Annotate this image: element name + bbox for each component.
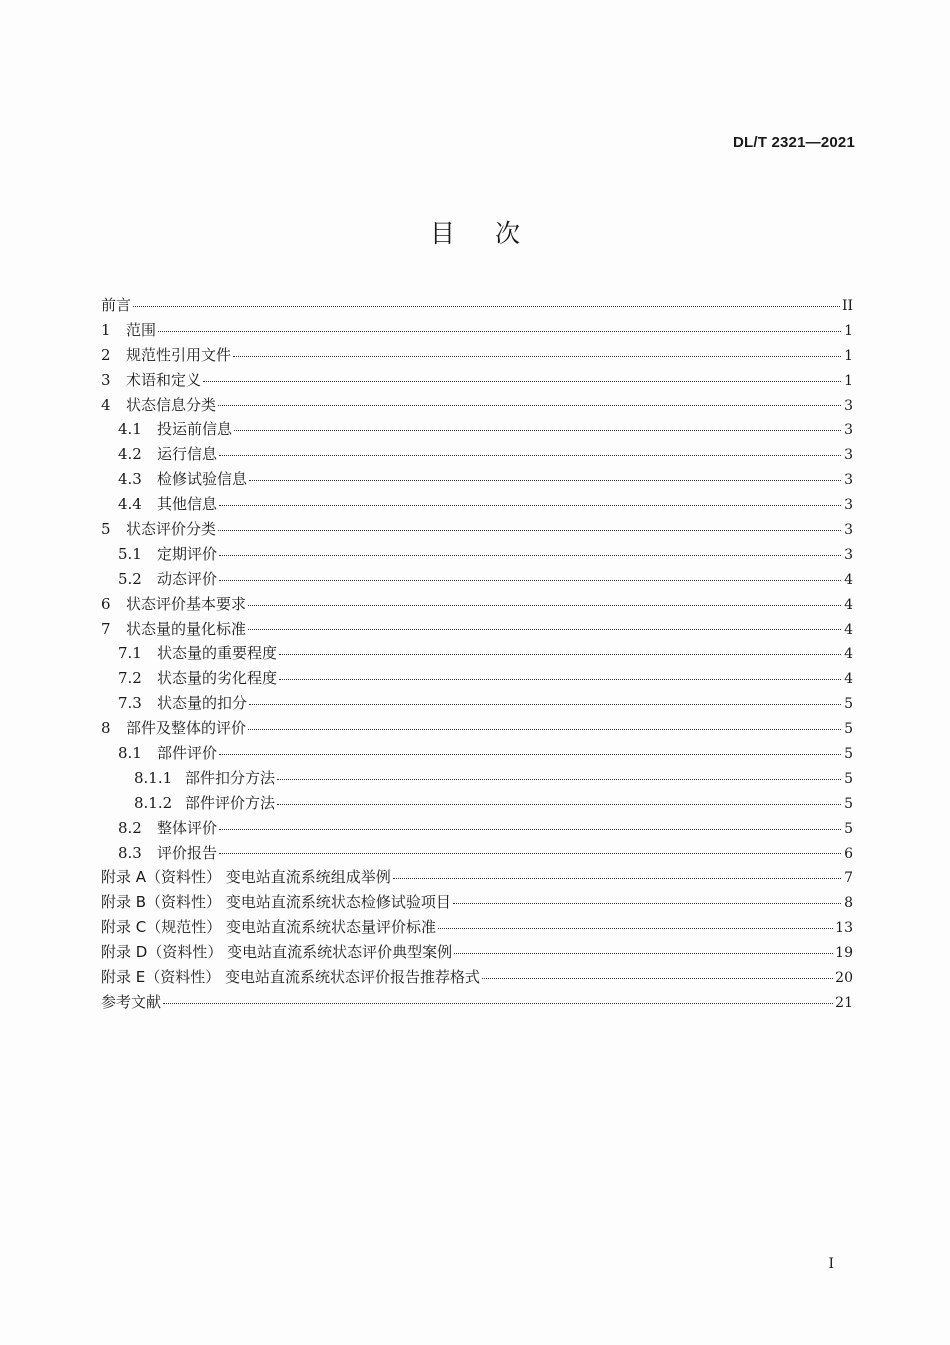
toc-entry[interactable] bbox=[101, 592, 853, 617]
toc-entry[interactable] bbox=[101, 741, 853, 766]
toc-entry-page: 1 bbox=[844, 372, 853, 389]
toc-entry-title: 定期评价 bbox=[157, 544, 218, 563]
toc-entry-title: 动态评价 bbox=[157, 569, 218, 588]
toc-entry-page: 8 bbox=[844, 895, 853, 912]
toc-leader-dots bbox=[248, 729, 841, 730]
toc-entry-page: 6 bbox=[844, 845, 853, 862]
toc-entry[interactable] bbox=[101, 716, 853, 741]
toc-entry-page: 3 bbox=[844, 546, 853, 563]
toc-entry[interactable] bbox=[101, 691, 853, 716]
toc-entry[interactable] bbox=[101, 816, 853, 841]
toc-leader-dots bbox=[203, 381, 841, 382]
toc-entry-title: 状态评价基本要求 bbox=[126, 594, 247, 613]
toc-leader-dots bbox=[453, 903, 841, 904]
toc-entry-page: 4 bbox=[844, 621, 853, 638]
toc-entry-number: 7.1 bbox=[118, 644, 142, 663]
toc-entry-page: 3 bbox=[844, 497, 853, 514]
toc-leader-dots bbox=[234, 430, 841, 431]
toc-entry-number: 8.1.1 bbox=[134, 768, 173, 787]
toc-leader-dots bbox=[393, 878, 841, 879]
toc-entry-page: 21 bbox=[835, 994, 853, 1011]
toc-entry-page: 13 bbox=[835, 920, 853, 937]
toc-entry-number: 7.3 bbox=[118, 694, 142, 713]
toc-entry[interactable] bbox=[101, 841, 853, 866]
toc-entry-page: 20 bbox=[835, 970, 853, 987]
toc-entry-page: 5 bbox=[844, 696, 853, 713]
toc-entry-title: 附录 E（资料性） 变电站直流系统状态评价报告推荐格式 bbox=[101, 968, 481, 987]
toc-entry-page: 5 bbox=[844, 770, 853, 787]
toc-entry-title: 其他信息 bbox=[157, 495, 218, 514]
toc-entry-number: 4.4 bbox=[118, 495, 142, 514]
toc-entry[interactable] bbox=[101, 293, 853, 318]
toc-entry[interactable] bbox=[101, 915, 853, 940]
toc-entry-page: 4 bbox=[844, 671, 853, 688]
toc-entry-number: 7.2 bbox=[118, 669, 142, 688]
table-of-contents bbox=[101, 293, 853, 1015]
toc-entry-title: 范围 bbox=[126, 320, 157, 339]
toc-leader-dots bbox=[454, 953, 833, 954]
toc-entry-title: 部件评价方法 bbox=[185, 793, 276, 812]
toc-entry-number: 5 bbox=[101, 520, 111, 539]
toc-entry-page: 1 bbox=[844, 322, 853, 339]
toc-entry-number: 5.2 bbox=[118, 569, 142, 588]
toc-leader-dots bbox=[219, 853, 841, 854]
toc-leader-dots bbox=[219, 580, 841, 581]
toc-entry[interactable] bbox=[101, 666, 853, 691]
toc-entry[interactable] bbox=[101, 641, 853, 666]
toc-entry-title: 投运前信息 bbox=[157, 420, 233, 439]
toc-entry[interactable] bbox=[101, 766, 853, 791]
toc-entry-page: 3 bbox=[844, 422, 853, 439]
toc-entry-page: 5 bbox=[844, 746, 853, 763]
toc-entry[interactable] bbox=[101, 940, 853, 965]
toc-entry[interactable] bbox=[101, 990, 853, 1015]
toc-entry-number: 4 bbox=[101, 395, 111, 414]
toc-entry-page: 4 bbox=[844, 646, 853, 663]
toc-entry-title: 检修试验信息 bbox=[157, 470, 248, 489]
toc-entry[interactable] bbox=[101, 393, 853, 418]
toc-entry-page: 4 bbox=[844, 571, 853, 588]
toc-entry-number: 1 bbox=[101, 320, 111, 339]
toc-leader-dots bbox=[279, 654, 841, 655]
toc-leader-dots bbox=[248, 629, 841, 630]
toc-entry[interactable] bbox=[101, 865, 853, 890]
toc-entry-title: 整体评价 bbox=[157, 818, 218, 837]
toc-leader-dots bbox=[219, 754, 841, 755]
toc-entry-page: 4 bbox=[844, 596, 853, 613]
toc-entry-title: 附录 A（资料性） 变电站直流系统组成举例 bbox=[101, 868, 391, 887]
toc-entry[interactable] bbox=[101, 442, 853, 467]
toc-leader-dots bbox=[482, 978, 833, 979]
toc-entry[interactable] bbox=[101, 318, 853, 343]
toc-entry-page: 19 bbox=[835, 945, 853, 962]
toc-leader-dots bbox=[219, 455, 841, 456]
toc-entry-number: 4.1 bbox=[118, 420, 142, 439]
toc-entry-title: 状态量的扣分 bbox=[157, 694, 248, 713]
toc-entry[interactable] bbox=[101, 567, 853, 592]
toc-entry-page: 3 bbox=[844, 447, 853, 464]
toc-leader-dots bbox=[133, 306, 840, 307]
toc-entry-title: 状态量的劣化程度 bbox=[157, 669, 278, 688]
toc-entry[interactable] bbox=[101, 617, 853, 642]
toc-entry-number: 8.3 bbox=[118, 843, 142, 862]
toc-entry-title: 附录 D（资料性） 变电站直流系统状态评价典型案例 bbox=[101, 943, 453, 962]
toc-entry-title: 状态量的重要程度 bbox=[157, 644, 278, 663]
toc-leader-dots bbox=[158, 331, 841, 332]
toc-entry[interactable] bbox=[101, 542, 853, 567]
toc-entry-page: 5 bbox=[844, 795, 853, 812]
toc-leader-dots bbox=[219, 505, 841, 506]
toc-entry-title: 部件及整体的评价 bbox=[126, 719, 247, 738]
toc-entry-page: 1 bbox=[844, 347, 853, 364]
toc-leader-dots bbox=[218, 530, 841, 531]
toc-entry-title: 术语和定义 bbox=[126, 370, 202, 389]
toc-entry-title: 前言 bbox=[101, 296, 132, 314]
toc-title: 目次 bbox=[429, 219, 560, 248]
toc-entry-page: 7 bbox=[844, 870, 853, 887]
toc-entry-number: 7 bbox=[101, 619, 111, 638]
toc-entry-number: 8.2 bbox=[118, 818, 142, 837]
toc-leader-dots bbox=[249, 480, 841, 481]
toc-entry-number: 8.1.2 bbox=[134, 793, 173, 812]
toc-leader-dots bbox=[248, 605, 841, 606]
toc-entry-page: 5 bbox=[844, 820, 853, 837]
toc-entry-page: 3 bbox=[844, 472, 853, 489]
toc-entry-title: 部件评价 bbox=[157, 744, 218, 763]
toc-entry[interactable] bbox=[101, 965, 853, 990]
toc-entry[interactable] bbox=[101, 791, 853, 816]
toc-entry-title: 状态信息分类 bbox=[126, 395, 217, 414]
toc-leader-dots bbox=[218, 405, 841, 406]
toc-entry-title: 状态评价分类 bbox=[126, 520, 217, 539]
toc-leader-dots bbox=[277, 804, 841, 805]
toc-entry-number: 3 bbox=[101, 370, 111, 389]
toc-entry-title: 参考文献 bbox=[101, 992, 162, 1011]
toc-entry-title: 附录 C（规范性） 变电站直流系统状态量评价标准 bbox=[101, 918, 437, 937]
toc-entry-number: 5.1 bbox=[118, 544, 142, 563]
toc-leader-dots bbox=[219, 555, 841, 556]
toc-entry-number: 2 bbox=[101, 345, 111, 364]
toc-entry[interactable] bbox=[101, 492, 853, 517]
toc-entry-page: 5 bbox=[844, 721, 853, 738]
toc-leader-dots bbox=[233, 356, 841, 357]
toc-entry-number: 4.2 bbox=[118, 445, 142, 464]
toc-entry[interactable] bbox=[101, 517, 853, 542]
toc-entry-number: 8 bbox=[101, 719, 111, 738]
toc-entry[interactable] bbox=[101, 890, 853, 915]
toc-entry-title: 部件扣分方法 bbox=[185, 768, 276, 787]
toc-entry[interactable] bbox=[101, 343, 853, 368]
toc-entry-title: 附录 B（资料性） 变电站直流系统状态检修试验项目 bbox=[101, 893, 451, 912]
toc-entry-page: 3 bbox=[844, 397, 853, 414]
standard-code: DL/T 2321—2021 bbox=[732, 134, 855, 151]
toc-entry-number: 4.3 bbox=[118, 470, 142, 489]
toc-leader-dots bbox=[438, 928, 833, 929]
toc-entry-title: 状态量的量化标准 bbox=[126, 619, 247, 638]
toc-entry[interactable] bbox=[101, 368, 853, 393]
toc-entry-page: II bbox=[841, 298, 853, 314]
toc-entry-number: 8.1 bbox=[118, 744, 142, 763]
toc-entry-title: 规范性引用文件 bbox=[126, 345, 232, 364]
toc-leader-dots bbox=[279, 679, 841, 680]
toc-entry[interactable] bbox=[101, 467, 853, 492]
toc-entry-page: 3 bbox=[844, 522, 853, 539]
toc-entry-number: 6 bbox=[101, 594, 111, 613]
toc-entry-title: 评价报告 bbox=[157, 843, 218, 862]
toc-leader-dots bbox=[249, 704, 841, 705]
toc-entry[interactable] bbox=[101, 417, 853, 442]
toc-entry-title: 运行信息 bbox=[157, 445, 218, 464]
page-number: I bbox=[828, 1256, 834, 1272]
toc-leader-dots bbox=[163, 1003, 833, 1004]
toc-leader-dots bbox=[277, 779, 841, 780]
toc-leader-dots bbox=[219, 829, 841, 830]
